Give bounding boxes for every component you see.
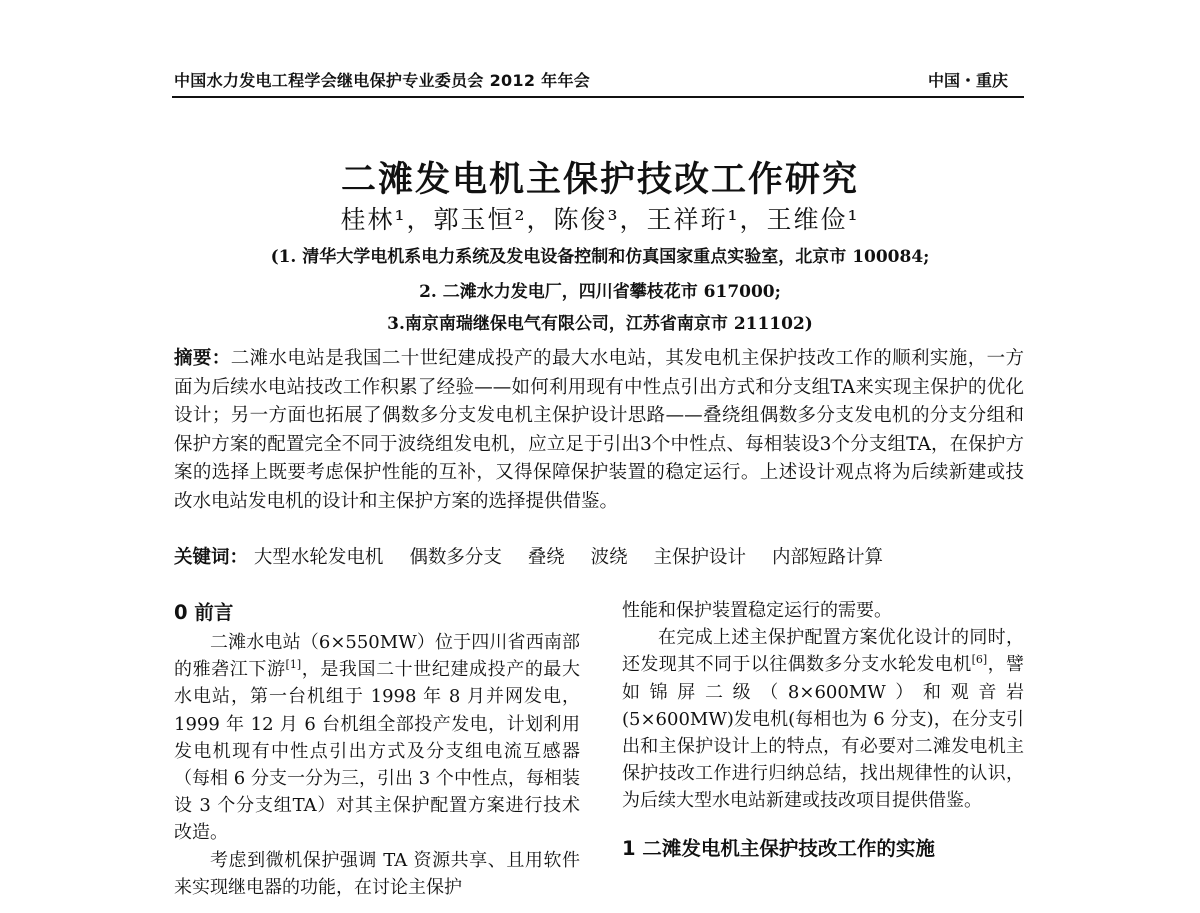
paper-title: 二滩发电机主保护技改工作研究 (340, 160, 859, 200)
keyword: 大型水轮发电机 (253, 547, 384, 568)
keyword: 波绕 (590, 547, 628, 568)
affiliation-3: 3.南京南瑞继保电气有限公司，江苏省南京市 211102) (387, 314, 813, 334)
affiliation-1: (1. 清华大学电机系电力系统及发电设备控制和仿真国家重点实验室，北京市 100084; (270, 247, 930, 267)
conference-header: 中国水力发电工程学会继电保护专业委员会 2012 年年会 (174, 71, 591, 90)
abstract-label: 摘要： (174, 348, 231, 369)
location-header: 中国・重庆 (927, 71, 1008, 90)
keyword: 叠绕 (527, 547, 565, 568)
intro-paragraph-3: 在完成上述主保护配置方案优化设计的同时，还发现其不同于以往偶数多分支水轮发电机[6]，譬如锦屏二级（8×600MW）和观音岩(5×600MW)发电机(每相也为 6 分支)，在分支引出和主保护设计上的特点，有必要对二滩发电机主保护技改工作进行归纳总结，找出规律性的认识，为后续大型水电站新建或技改项目提供借鉴。 (622, 627, 1025, 812)
keyword: 偶数多分支 (409, 547, 502, 568)
continued-paragraph: 性能和保护装置稳定运行的需要。 (622, 600, 892, 621)
header-divider (172, 96, 1024, 98)
abstract (174, 345, 1024, 516)
affiliation-2: 2. 二滩水力发电厂，四川省攀枝花市 617000; (419, 282, 781, 302)
citation-1: [1] (285, 658, 302, 672)
keywords (174, 544, 1024, 572)
citation-6: [6] (971, 653, 988, 667)
abstract-text: 二滩水电站是我国二十世纪建成投产的最大水电站，其发电机主保护技改工作的顺利实施，一方面为后续水电站技改工作积累了经验——如何利用现有中性点引出方式和分支组TA来实现主保护的优化设计；另一方面也拓展了偶数多分支发电机主保护设计思路——叠绕组偶数多分支发电机的分支分组和保护方案的配置完全不同于波绕组发电机，应立足于引出3个中性点、每相装设3个分支组TA，在保护方案的选择上既要考虑保护性能的互补，又得保障保护装置的稳定运行。上述设计观点将为后续新建或技改水电站发电机的设计和主保护方案的选择提供借鉴。 (174, 348, 1024, 512)
section-0-heading: 0 前言 (174, 601, 234, 624)
left-column (174, 597, 580, 901)
right-column (622, 597, 1024, 865)
intro-paragraph-2: 考虑到微机保护强调 TA 资源共享、且用软件来实现继电器的功能，在讨论主保护 (174, 849, 580, 898)
keyword: 主保护设计 (653, 547, 747, 568)
author-list: 桂林¹，郭玉恒²，陈俊³，王祥珩¹，王维俭¹ (340, 205, 860, 234)
intro-paragraph-1: 二滩水电站（6×550MW）位于四川省西南部的雅砻江下游[1]，是我国二十世纪建成投产的最大水电站，第一台机组于 1998 年 8 月并网发电，1999 年 12 月 6 台机组全部投产发电，计划利用发电机现有中性点引出方式及分支组电流互感器（每相 6 分支一分为三，引出 3 个中性点，每相装设 3 个分支组TA）对其主保护配置方案进行技术改造。 (174, 632, 581, 844)
keywords-label: 关键词： (174, 547, 249, 568)
section-1-heading: 1 二滩发电机主保护技改工作的实施 (622, 836, 935, 860)
keyword: 内部短路计算 (771, 547, 883, 568)
